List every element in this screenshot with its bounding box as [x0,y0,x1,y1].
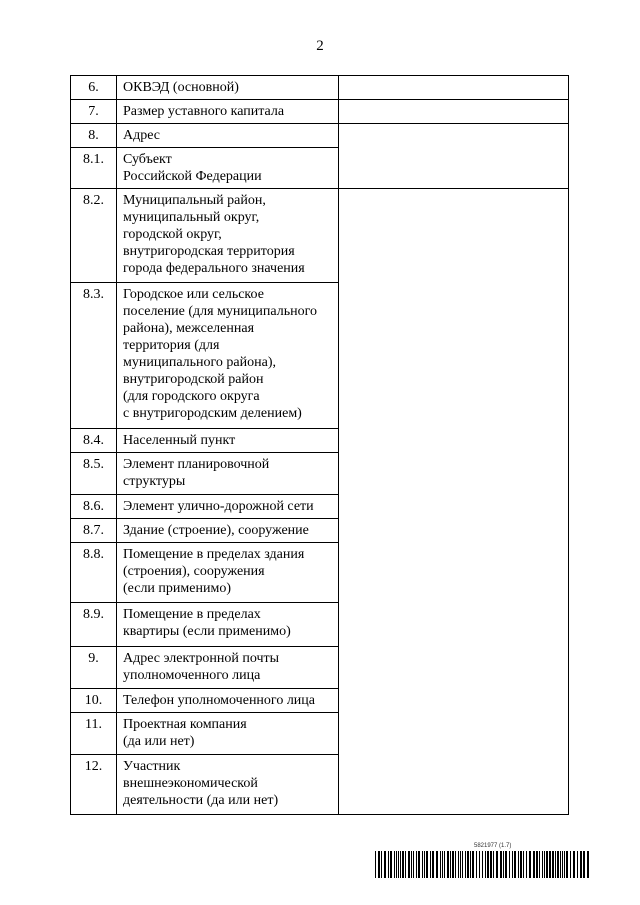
address-form-table [70,75,569,815]
row-label: Здание (строение), сооружение [117,519,339,543]
row-number: 7. [71,100,117,124]
row-label: Телефон уполномоченного лица [117,689,339,713]
value-cell[interactable] [339,76,569,100]
row-label: Муниципальный район, муниципальный округ, городской округ, внутригородская территория города федерального значения [117,189,339,283]
barcode [375,851,590,878]
row-label: Адрес [117,124,339,148]
row-label: Размер уставного капитала [117,100,339,124]
row-number: 8.2. [71,189,117,283]
value-cell-address[interactable] [339,124,569,189]
row-number: 8.3. [71,283,117,429]
value-cell-address-details[interactable] [339,189,569,815]
row-number: 8.6. [71,495,117,519]
row-number: 8. [71,124,117,148]
row-label: Адрес электронной почты уполномоченного лица [117,647,339,689]
row-number: 8.1. [71,148,117,189]
row-label: Субъект Российской Федерации [117,148,339,189]
table-row [71,124,569,148]
page-number: 2 [316,38,324,54]
table-row [71,189,569,283]
row-label: Населенный пункт [117,429,339,453]
row-label: Помещение в пределах квартиры (если применимо) [117,603,339,647]
row-number: 8.8. [71,543,117,603]
row-label: Участник внешнеэкономической деятельности (да или нет) [117,755,339,815]
value-cell[interactable] [339,100,569,124]
row-label: Помещение в пределах здания (строения), сооружения (если применимо) [117,543,339,603]
row-number: 9. [71,647,117,689]
barcode-caption: 5821977 (1.7) [474,843,512,849]
row-number: 12. [71,755,117,815]
row-number: 10. [71,689,117,713]
row-label: Городское или сельское поселение (для муниципального района), межселенная территория (для муниципального района), внутригородской район (для городского округа с внутригородским делением) [117,283,339,429]
table-row [71,76,569,100]
row-number: 8.7. [71,519,117,543]
row-label: ОКВЭД (основной) [117,76,339,100]
row-number: 8.5. [71,453,117,495]
row-label: Элемент улично-дорожной сети [117,495,339,519]
row-number: 6. [71,76,117,100]
row-number: 8.9. [71,603,117,647]
row-number: 8.4. [71,429,117,453]
row-number: 11. [71,713,117,755]
row-label: Проектная компания (да или нет) [117,713,339,755]
table-row [71,100,569,124]
row-label: Элемент планировочной структуры [117,453,339,495]
